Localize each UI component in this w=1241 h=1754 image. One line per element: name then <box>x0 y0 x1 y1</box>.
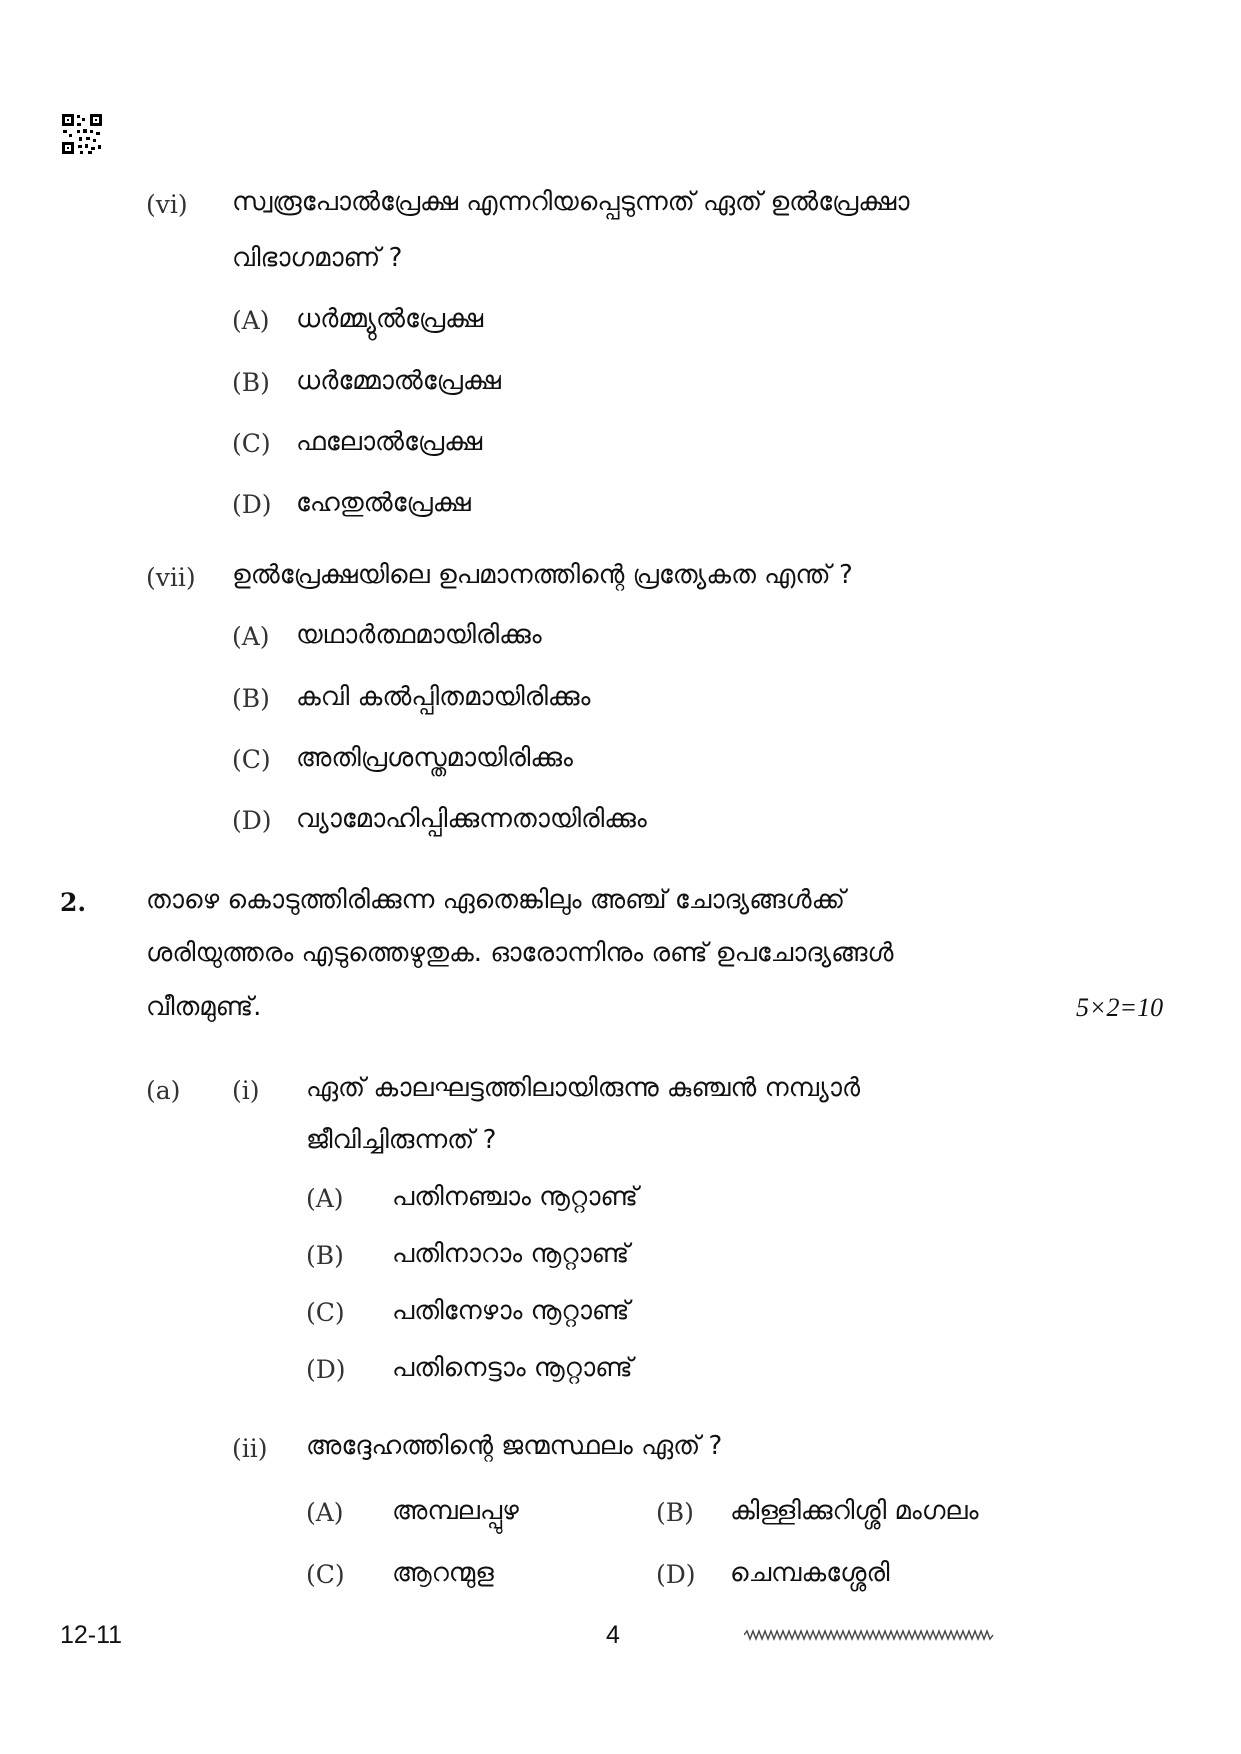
option-label: (C) <box>232 429 271 458</box>
option-text: ധർമ്മോൽപ്രേക്ഷ <box>296 366 501 396</box>
option-label: (A) <box>306 1498 344 1527</box>
option-text: പതിനെട്ടാം നൂറ്റാണ്ട് <box>392 1353 633 1383</box>
question-2-instruction-line3: വീതമുണ്ട്. <box>146 992 262 1022</box>
option-label: (D) <box>306 1355 346 1384</box>
option-text: യഥാർത്ഥമായിരിക്കും <box>296 620 542 650</box>
option-label: (C) <box>306 1560 345 1589</box>
question-vii-text: ഉൽപ്രേക്ഷയിലെ ഉപമാനത്തിന്റെ പ്രത്യേകത എന്ത് ? <box>232 560 853 590</box>
qr-code-icon <box>60 112 104 156</box>
option-text: കവി കൽപ്പിതമായിരിക്കും <box>296 682 591 712</box>
sub-question-number-i: (i) <box>232 1076 260 1105</box>
wavy-line-icon <box>744 1628 994 1642</box>
option-label: (B) <box>232 368 270 397</box>
page-number: 4 <box>606 1621 620 1649</box>
option-text: പതിനേഴാം നൂറ്റാണ്ട് <box>392 1296 630 1326</box>
sub-question-i-text-line1: ഏത് കാലഘട്ടത്തിലായിരുന്നു കുഞ്ചൻ നമ്പ്യാർ <box>306 1073 861 1103</box>
option-label: (A) <box>232 622 270 651</box>
question-2-instruction-line1: താഴെ കൊടുത്തിരിക്കുന്ന ഏതെങ്കിലും അഞ്ച് ചോദ്യങ്ങൾക്ക് <box>146 885 845 915</box>
option-text: ഹേതുൽപ്രേക്ഷ <box>296 488 471 518</box>
option-label: (C) <box>232 745 271 774</box>
sub-question-i-text-line2: ജീവിച്ചിരുന്നത് ? <box>306 1125 497 1155</box>
option-label: (B) <box>232 684 270 713</box>
sub-question-number-ii: (ii) <box>232 1434 268 1463</box>
option-text: ധർമ്മ്യുൽപ്രേക്ഷ <box>296 304 484 334</box>
question-2-instruction-line2: ശരിയുത്തരം എടുത്തെഴുതുക. ഓരോന്നിനും രണ്ട് ഉപചോദ്യങ്ങൾ <box>146 938 894 968</box>
option-text: ആറന്മുള <box>392 1558 494 1588</box>
option-label: (D) <box>232 490 272 519</box>
option-label: (D) <box>232 806 272 835</box>
question-vi-text-line1: സ്വരൂപോൽപ്രേക്ഷ എന്നറിയപ്പെടുന്നത് ഏത് ഉൽപ്രേക്ഷാ <box>232 187 910 217</box>
option-label: (B) <box>306 1241 344 1270</box>
question-number-vii: (vii) <box>146 563 196 592</box>
option-label: (B) <box>656 1498 694 1527</box>
option-label: (A) <box>306 1184 344 1213</box>
option-text: അമ്പലപ്പുഴ <box>392 1496 519 1526</box>
option-text: ചെമ്പകശ്ശേരി <box>730 1558 890 1588</box>
sub-question-label-a: (a) <box>146 1076 181 1105</box>
option-label: (C) <box>306 1298 345 1327</box>
paper-code: 12-11 <box>60 1621 123 1649</box>
option-text: ഫലോൽപ്രേക്ഷ <box>296 427 483 457</box>
option-text: പതിനാറാം നൂറ്റാണ്ട് <box>392 1239 630 1269</box>
option-text: കിള്ളിക്കുറിശ്ശി മംഗലം <box>730 1496 979 1526</box>
question-number-vi: (vi) <box>146 190 188 219</box>
option-label: (A) <box>232 306 270 335</box>
option-text: അതിപ്രശസ്തമായിരിക്കും <box>296 743 573 773</box>
option-text: പതിനഞ്ചാം നൂറ്റാണ്ട് <box>392 1182 638 1212</box>
option-text: വ്യാമോഹിപ്പിക്കുന്നതായിരിക്കും <box>296 804 647 834</box>
question-number-2: 2. <box>60 888 87 917</box>
marks-allocation: 5×2=10 <box>1076 993 1164 1022</box>
sub-question-ii-text: അദ്ദേഹത്തിന്റെ ജന്മസ്ഥലം ഏത് ? <box>306 1431 723 1461</box>
question-vi-text-line2: വിഭാഗമാണ് ? <box>232 243 403 273</box>
option-label: (D) <box>656 1560 696 1589</box>
